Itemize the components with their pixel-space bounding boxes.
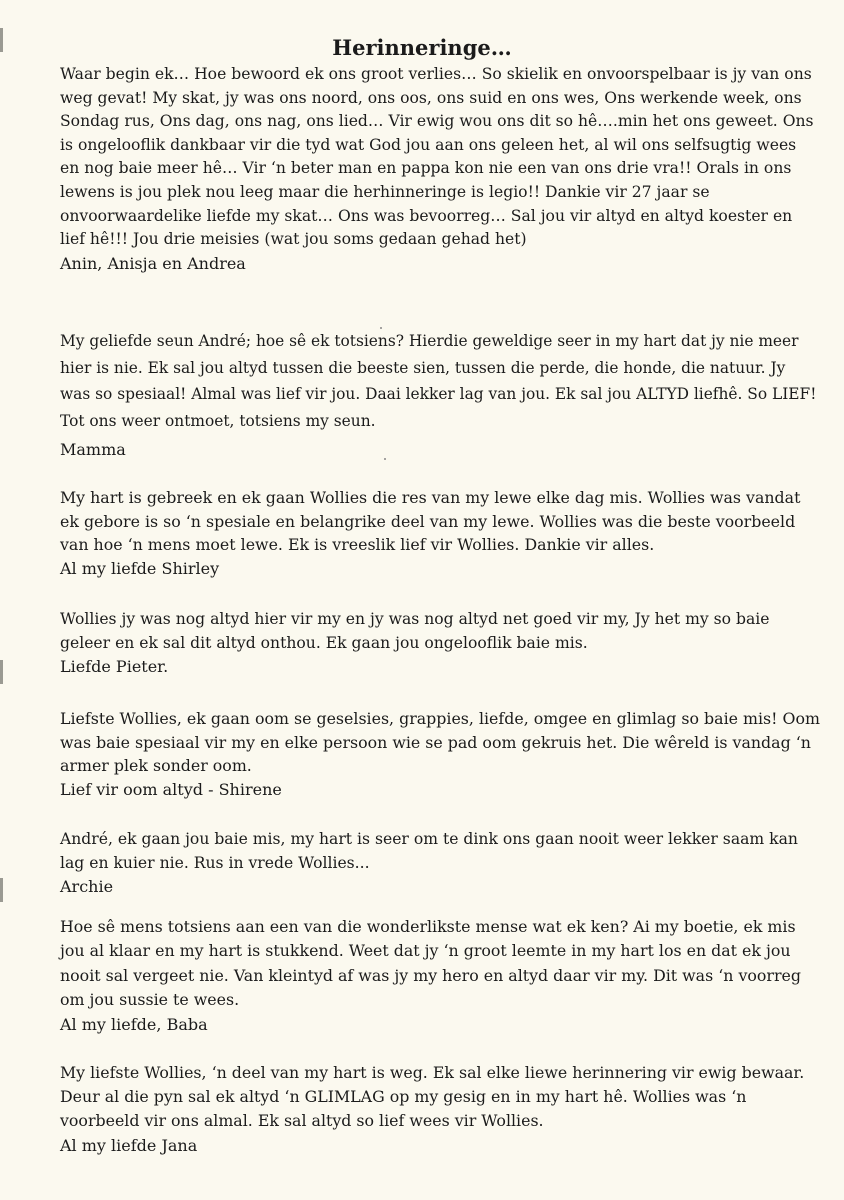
tribute-signature: Anin, Anisja en Andrea — [60, 253, 246, 273]
tribute-3 — [60, 486, 820, 580]
tribute-signature: Al my liefde Jana — [60, 1135, 198, 1155]
tribute-4 — [60, 608, 820, 679]
scan-edge-mark — [0, 28, 3, 52]
tribute-text: Hoe sê mens totsiens aan een van die wonderlikste mense wat ek ken? Ai my boetie, ek mis jou al klaar en my hart is stukkend. Weet dat jy ‘n groot leemte in my hart los en dat ek jou nooit sal vergeet nie. Van kleintyd af was jy my hero en altyd daar vir my. Dit was ‘n voorreg om jou sussie te wees. — [60, 917, 801, 1010]
tribute-text: My hart is gebreek en ek gaan Wollies die res van my lewe elke dag mis. Wollies was vandat ek gebore is so ‘n spesiale en belangrike deel van my lewe. Wollies was die beste voorbeeld van hoe ‘n mens moet lewe. Ek is vreeslik lief vir Wollies. Dankie vir alles. — [60, 488, 801, 555]
tribute-2 — [60, 328, 820, 462]
tribute-text: My geliefde seun André; hoe sê ek totsiens? Hierdie geweldige seer in my hart dat jy nie meer hier is nie. Ek sal jou altyd tussen die beeste sien, tussen die perde, die honde, die natuur. Jy was so spesiaal! Almal was lief vir jou. Daai lekker lag van jou. Ek sal jou ALTYD liefhê. So LIEF! Tot ons weer ontmoet, totsiens my seun. — [60, 332, 817, 430]
tribute-signature: Al my liefde Shirley — [60, 558, 220, 578]
tribute-signature: Lief vir oom altyd - Shirene — [60, 779, 282, 799]
scan-speck — [380, 327, 382, 329]
tribute-text: André, ek gaan jou baie mis, my hart is seer om te dink ons gaan nooit weer lekker saam kan lag en kuier nie. Rus in vrede Wollies... — [60, 830, 798, 872]
tribute-6 — [60, 828, 820, 899]
tribute-8 — [60, 1061, 820, 1158]
page-title: Herinneringe… — [332, 35, 512, 60]
tribute-signature: Mamma — [60, 440, 126, 459]
tribute-text: Wollies jy was nog altyd hier vir my en jy was nog altyd net goed vir my, Jy het my so baie geleer en ek sal dit altyd onthou. Ek gaan jou ongelooflik baie mis. — [60, 610, 770, 652]
tribute-1 — [60, 63, 820, 275]
tribute-5 — [60, 707, 820, 801]
tribute-signature: Liefde Pieter. — [60, 657, 169, 677]
tribute-text: Waar begin ek… Hoe bewoord ek ons groot verlies… So skielik en onvoorspelbaar is jy van ons weg gevat! My skat, jy was ons noord, ons oos, ons suid en ons wes, Ons werkende week, ons Sondag rus, Ons dag, ons nag, ons lied… Vir ewig wou ons dit so hê….min het ons geweet. Ons is ongelooflik dankbaar vir die tyd wat God jou aan ons geleen het, al wil ons selfsugtig wees en nog baie meer hê… Vir ‘n beter man en pappa kon nie een van ons drie vra!! Orals in ons lewens is jou plek nou leeg maar die herhinneringe is legio!! Dankie vir 27 jaar se onvoorwaardelike liefde my skat… Ons was bevoorreg… Sal jou vir altyd en altyd koester en lief hê!!! Jou drie meisies (wat jou soms gedaan gehad het) — [60, 65, 814, 249]
tribute-signature: Al my liefde, Baba — [60, 1014, 208, 1034]
scan-speck — [384, 458, 386, 460]
tribute-signature: Archie — [60, 877, 114, 897]
tribute-7 — [60, 915, 820, 1037]
tribute-text: My liefste Wollies, ‘n deel van my hart is weg. Ek sal elke liewe herinnering vir ewig bewaar. Deur al die pyn sal ek altyd ‘n GLIMLAG op my gesig en in my hart hê. Wollies was ‘n voorbeeld vir ons almal. Ek sal altyd so lief wees vir Wollies. — [60, 1063, 805, 1131]
scan-edge-mark — [0, 660, 3, 684]
scan-edge-mark — [0, 878, 3, 902]
tribute-text: Liefste Wollies, ek gaan oom se geselsies, grappies, liefde, omgee en glimlag so baie mis! Oom was baie spesiaal vir my en elke persoon wie se pad oom gekruis het. Die wêreld is vandag ‘n armer plek sonder oom. — [60, 709, 820, 776]
